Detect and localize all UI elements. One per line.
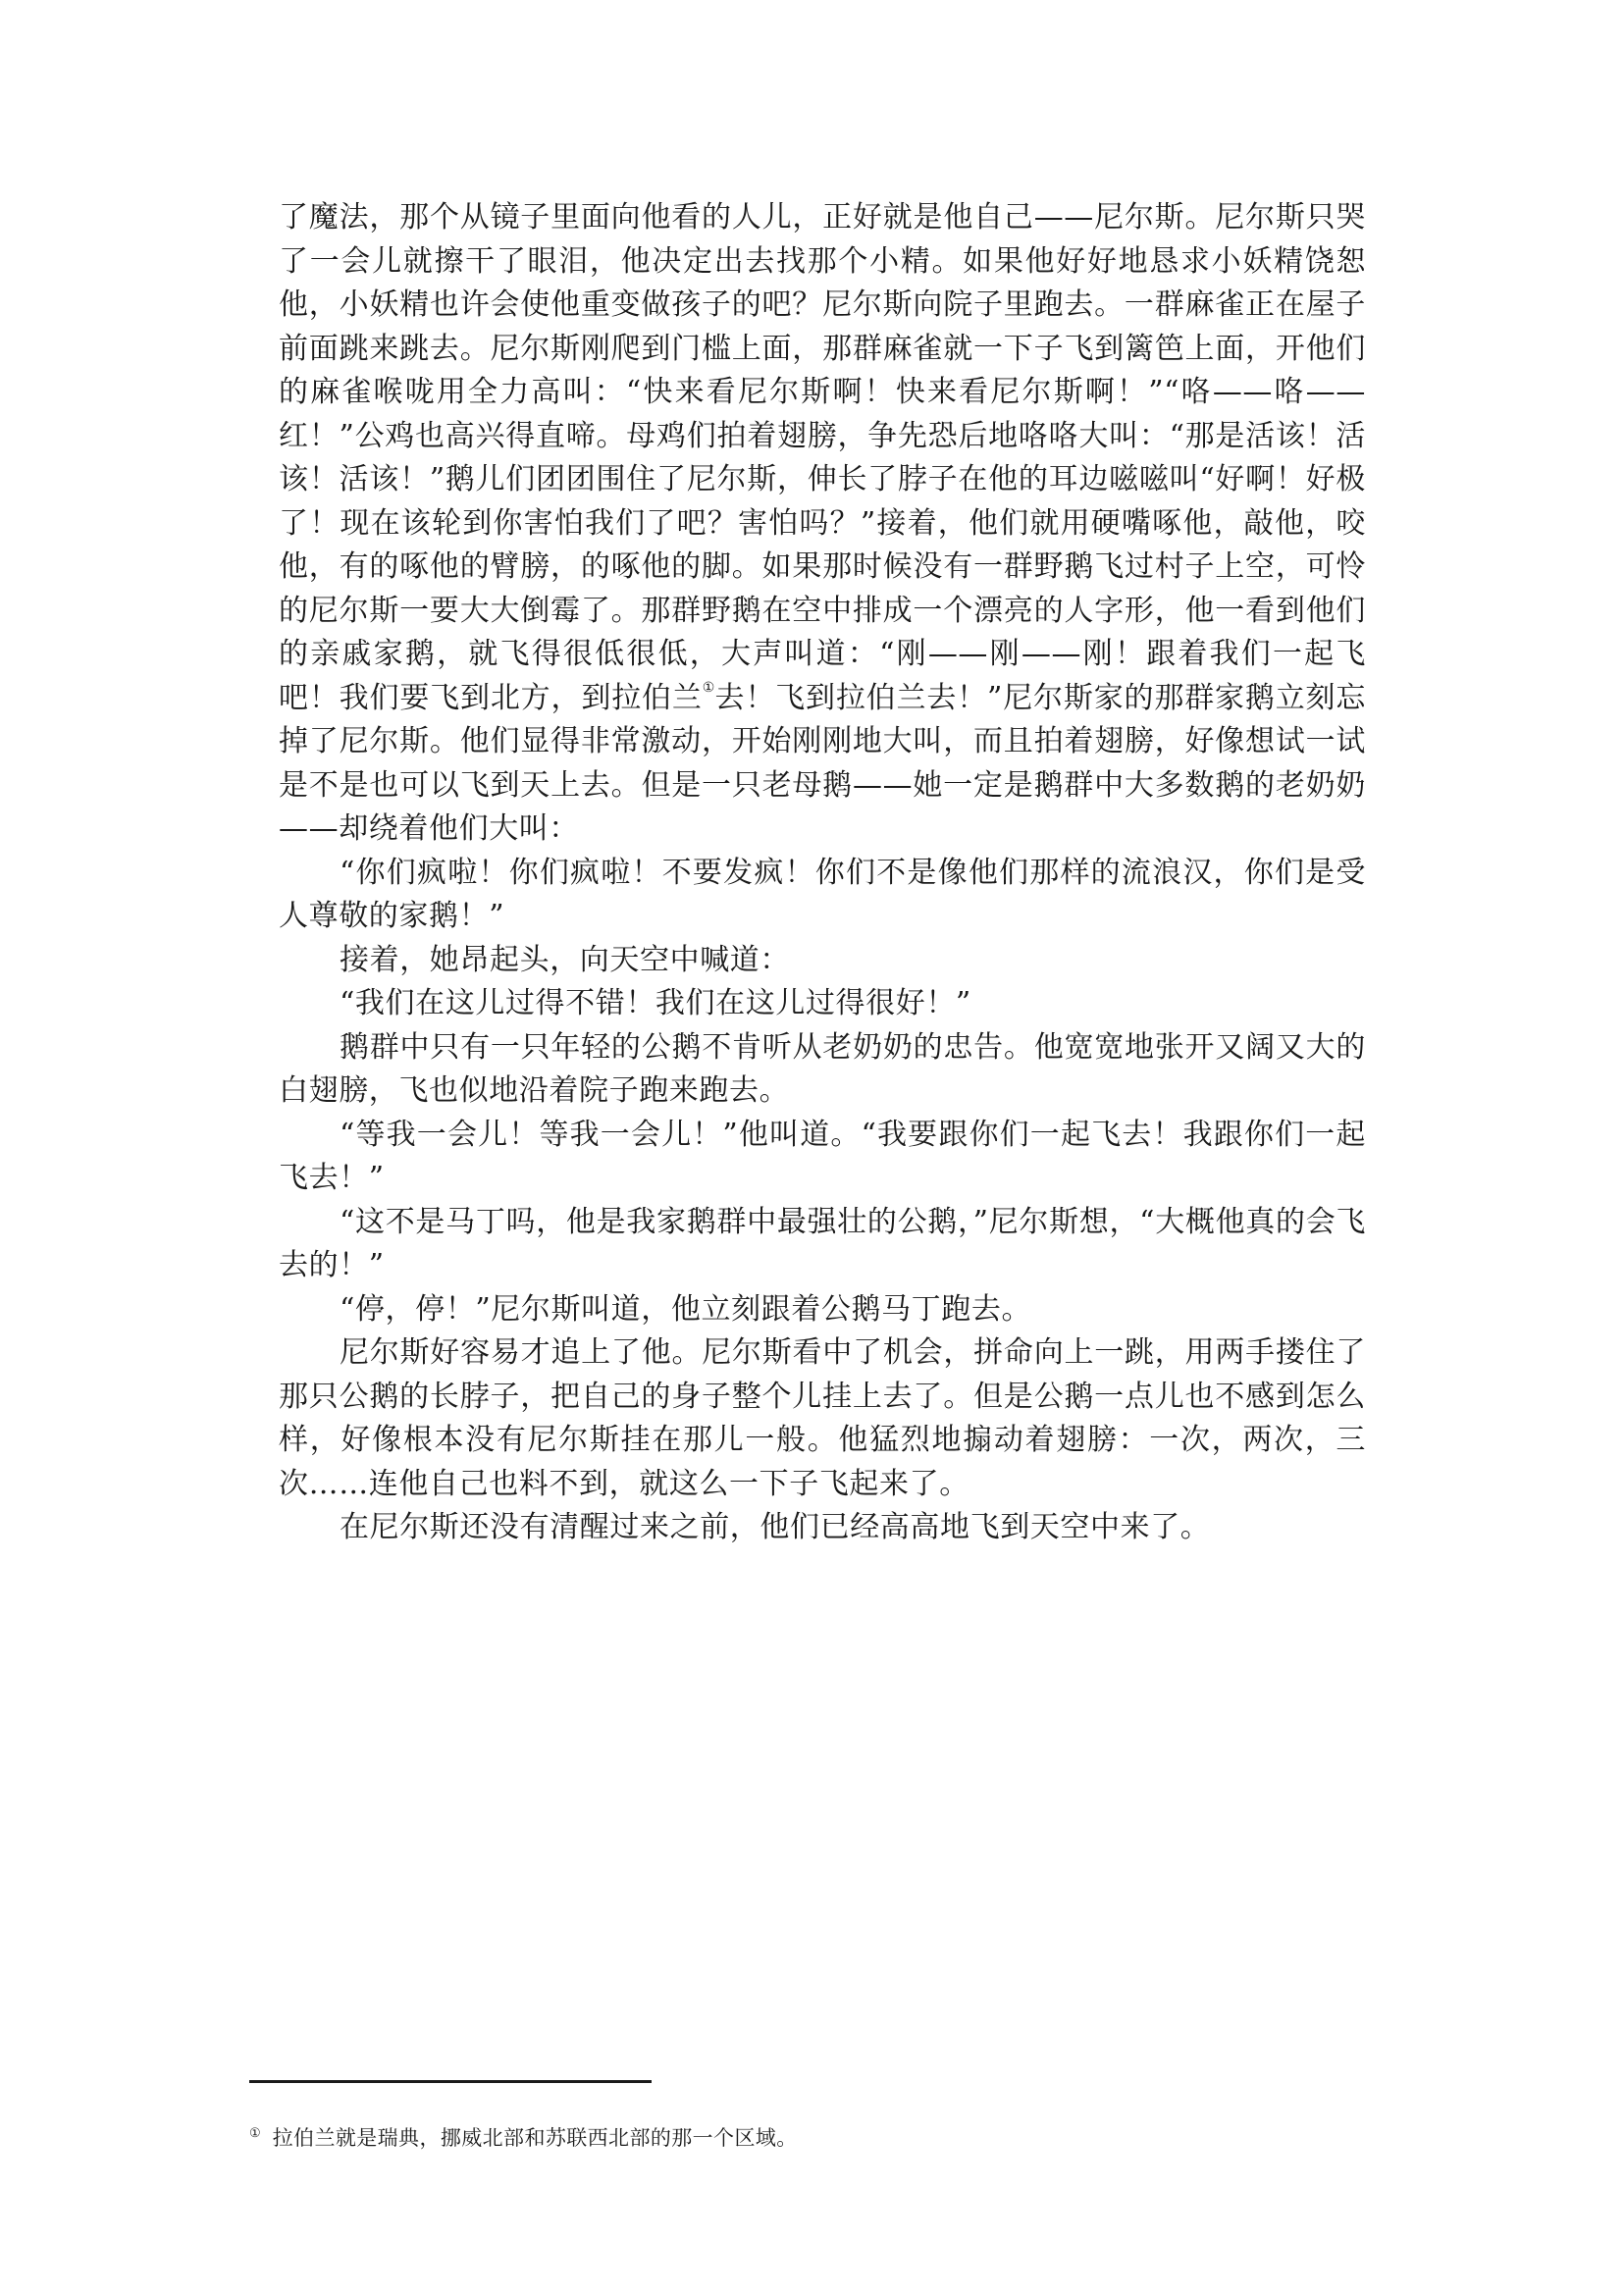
footnote-reference-mark: ① [702, 679, 715, 696]
paragraph-6: “等我一会儿！等我一会儿！”他叫道。“我要跟你们一起飞去！我跟你们一起飞去！” [279, 1117, 1366, 1195]
paragraph-2: “你们疯啦！你们疯啦！不要发疯！你们不是像他们那样的流浪汉，你们是受人尊敬的家鹅！” [279, 855, 1366, 933]
footnote-divider [249, 2080, 652, 2083]
footnote-text: 拉伯兰就是瑞典，挪威北部和苏联西北部的那一个区域。 [272, 2126, 798, 2150]
paragraph-10: 在尼尔斯还没有清醒过来之前，他们已经高高地飞到天空中来了。 [340, 1510, 1211, 1544]
footnote-mark: ① [249, 2126, 261, 2141]
paragraph-1-text-b: 去！飞到拉伯兰去！”尼尔斯家的那群家鹅立刻忘掉了尼尔斯。他们显得非常激动，开始刚刚地大叫，而且拍着翅膀，好像想试一试是不是也可以飞到天上去。但是一只老母鹅——她一定是鹅群中大多数鹅的老奶奶——却绕着他们大叫： [279, 680, 1366, 846]
paragraph-1-text-a: 了魔法，那个从镜子里面向他看的人儿，正好就是他自己——尼尔斯。尼尔斯只哭了一会儿就擦干了眼泪，他决定出去找那个小精。如果他好好地恳求小妖精饶恕他，小妖精也许会使他重变做孩子的吧？尼尔斯向院子里跑去。一群麻雀正在屋子前面跳来跳去。尼尔斯刚爬到门槛上面，那群麻雀就一下子飞到篱笆上面，开他们的麻雀喉咙用全力高叫：“快来看尼尔斯啊！快来看尼尔斯啊！”“咯——咯——红！”公鸡也高兴得直啼。母鸡们拍着翅膀，争先恐后地咯咯大叫：“那是活该！活该！活该！”鹅儿们团团围住了尼尔斯，伸长了脖子在他的耳边嗞嗞叫“好啊！好极了！现在该轮到你害怕我们了吧？害怕吗？”接着，他们就用硬嘴啄他，敲他，咬他，有的啄他的臂膀，的啄他的脚。如果那时候没有一群野鹅飞过村子上空，可怜的尼尔斯一要大大倒霉了。那群野鹅在空中排成一个漂亮的人字形，他一看到他们的亲戚家鹅，就飞得很低很低，大声叫道：“刚——刚——刚！跟着我们一起飞吧！我们要飞到北方，到拉伯兰 [279, 200, 1366, 715]
body-text [279, 196, 1366, 1550]
paragraph-8: “停，停！”尼尔斯叫道，他立刻跟着公鹅马丁跑去。 [340, 1291, 1032, 1327]
paragraph-9: 尼尔斯好容易才追上了他。尼尔斯看中了机会，拼命向上一跳，用两手搂住了那只公鹅的长脖子，把自己的身子整个儿挂上去了。但是公鹅一点儿也不感到怎么样，好像根本没有尼尔斯挂在那儿一般。他猛烈地搧动着翅膀：一次，两次，三次……连他自己也料不到，就这么一下子飞起来了。 [279, 1335, 1366, 1501]
paragraph-1 [279, 196, 1366, 852]
paragraph-5: 鹅群中只有一只年轻的公鹅不肯听从老奶奶的忠告。他宽宽地张开又阔又大的白翅膀，飞也似地沿着院子跑来跑去。 [279, 1029, 1366, 1108]
paragraph-7: “这不是马丁吗，他是我家鹅群中最强壮的公鹅，”尼尔斯想，“大概他真的会飞去的！” [279, 1204, 1366, 1282]
paragraph-4: “我们在这儿过得不错！我们在这儿过得很好！” [340, 986, 971, 1020]
footnote [249, 2119, 1329, 2153]
paragraph-3: 接着，她昂起头，向天空中喊道： [340, 942, 790, 977]
